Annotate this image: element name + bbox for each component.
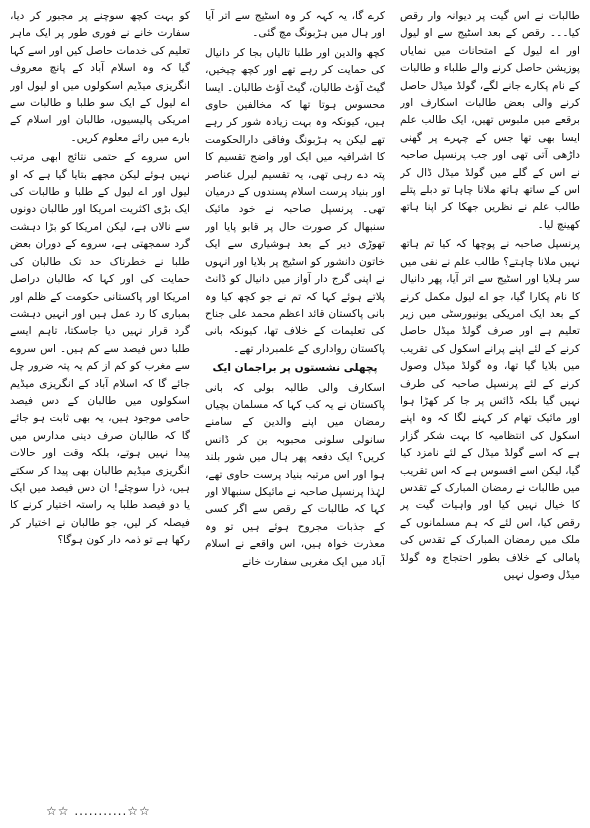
paragraph: کچھ والدین اور طلبا تالیاں بجا کر دانیال کی حمایت کر رہے تھے اور کچھ چیخیں، گیٹ آؤٹ طالبان، گیٹ آؤٹ طالبان۔ ایسا محسوس ہوتا تھا کہ مخالفین حاوی ہیں، کیونکہ وہ بہت زیادہ شور کر رہے تھے لیکن یہ ہڑبونگ وفاقی دارالحکومت کا اشرافیہ میں ایک اور واضح تقسیم کا پتہ دے رہی تھی، یہ تقسیم لبرل عناصر اور بنیاد پرست اسلام پسندوں کے درمیان تھی۔ پرنسپل صاحبہ نے خود مائیک سنبھال کر صورت حال پر قابو پایا اور تھوڑی دیر کے بعد ہوشیاری سے ایک خاتون دانشور کو اسٹیج پر بلایا اور انہوں نے اپنی گرج دار آواز میں دانیال کو ڈانٹ پلاتے ہوئے کہا کہ تم نے جو کچھ کیا وہ بانی پاکستان قائد اعظم محمد علی جناح کی تعلیمات کے خلاف تھا، کیونکہ بانی پاکستان رواداری کے علمبردار تھے۔ [205,46,385,355]
paragraph: پرنسپل صاحبہ نے پوچھا کہ کیا تم ہاتھ نہیں ملانا چاہتے؟ طالب علم نے نفی میں سر ہلایا اور اسٹیج سے اتر آیا، پھر دانیال کا نام پکارا گیا، جو اے لیول مکمل کرنے کے بعد ایک امریکی یونیورسٹی میں زیر تعلیم ہے اور صرف گولڈ میڈل حاصل کرنے کے لئے اپنے پرانے اسکول کی تقریب میں بلایا گیا تھا، وہ گولڈ میڈل وصول کرنے کے لئے پرنسپل صاحبہ کی طرف نہیں گیا بلکہ ڈائس پر جا کر کھڑا ہوا اور مائیک تھام کر کہنے لگا کہ وہ اپنے اسکول کی انتظامیہ کا بہت شکر گزار ہے کہ اسے گولڈ میڈل کے لئے نامزد کیا گیا، لیکن اسے افسوس ہے کہ اس تقریب میں طالبات نے رمضان المبارک کے تقدس کا خیال نہیں کیا اور واہیات گیت پر رقص کیا، اس لئے کہ ہم مسلمانوں کے ملک میں رمضان المبارک کے تقدس کی پامالی کے خلاف بطور احتجاج وہ گولڈ میڈل وصول نہیں [400,238,580,581]
column-middle [205,8,385,808]
column-left [10,8,190,808]
column-right [400,8,580,808]
article-end-mark: ☆☆ ...........☆☆ [46,804,151,818]
paragraph: کرے گا، یہ کہہ کر وہ اسٹیج سے اتر آیا اور ہال میں ہڑبونگ مچ گئی۔ [205,10,385,40]
paragraph: اسکارف والی طالبہ بولی کہ بانی پاکستان نے یہ کب کہا کہ مسلمان بچیاں رمضان میں اپنے والدین کے سامنے سانولی سلونی محبوبہ بن کر ڈانس کریں؟ ایک دفعہ پھر ہال میں شور بلند ہوا اور اس مرتبہ بنیاد پرست حاوی تھے، لہٰذا پرنسپل صاحبہ نے مائیکل سنبھالا اور کہا کہ طالبات کے رقص سے اگر کسی کے جذبات مجروح ہوئے ہیں تو وہ معذرت خواہ ہیں، اس واقعے نے اسلام آباد میں ایک مغربی سفارت خانے [205,381,385,568]
paragraph: طالبات نے اس گیت پر دیوانہ وار رقص کیا۔۔۔ رقص کے بعد اسٹیج سے او لیول اور اے لیول کے امتحانات میں نمایاں پوزیشن حاصل کرنے والے طلباء و طالبات کے نام پکارے جانے لگے، گولڈ میڈل حاصل کرنے والی بعض طالبات اسکارف اور برقعے میں ملبوس تھیں، ایک طالب علم ایسا بھی تھا جس کے چہرے پر گھنی داڑھی آتی تھی اور جب پرنسپل صاحبہ نے اس کے گلے میں گولڈ میڈل ڈال کر اس کے ساتھ ہاتھ ملانا چاہا تو دبلے پتلے طالب علم نے نظریں جھکا کر اپنا ہاتھ کھینچ لیا۔ [400,10,580,231]
paragraph: اس سروے کے حتمی نتائج ابھی مرتب نہیں ہوئے لیکن مجھے بتایا گیا ہے کہ او لیول اور اے لیول کے طلبا و طالبات کی ایک بڑی اکثریت امریکا اور طالبان دونوں سے نالاں ہے، لیکن امریکا کو بڑا دہشت گرد سمجھتی ہے، سروے کے دوران بعض طلبا نے خطرناک حد تک طالبان کی حمایت کی اور کہا کہ طالبان دراصل امریکا اور پاکستانی حکومت کے ظلم اور بمباری کا رد عمل ہیں اور انہیں دہشت گرد قرار نہیں دیا جاسکتا، تاہم ایسے طلبا دس فیصد سے کم ہیں۔ اس سروے سے مغرب کو کم از کم یہ پتہ ضرور چل جائے گا کہ اسلام آباد کے انگریزی میڈیم اسکولوں میں طالبان کے دس فیصد حامی موجود ہیں، یہ بھی ثابت ہو جائے گا کہ طالبان صرف دینی مدارس میں پیدا نہیں ہوتے، بلکہ وقت اور حالات انگریزی میڈیم طالبان بھی پیدا کر سکتے ہیں، ذرا سوچئے! ان دس فیصد میں ایک یا دو فیصد طلبا یہ راستہ اختیار کرنے کا فیصلہ کر لیں، جو طالبان نے اختیار کر رکھا ہے تو ذمہ دار کون ہوگا؟ [10,151,190,547]
section-subhead: پچھلی نشستوں پر براجمان ایک [212,362,378,375]
paragraph: کو بہت کچھ سوچنے پر مجبور کر دیا، سفارت خانے نے فوری طور پر ایک ماہر تعلیم کی خدمات حاصل کیں اور اسے کہا گیا کہ وہ اسلام آباد کے پانچ معروف انگریزی میڈیم اسکولوں میں او لیول اور اے لیول کے ایک سو طلبا و طالبات سے امریکی پالیسیوں، طالبان اور اسلام کے بارے میں رائے معلوم کریں۔ [10,10,190,144]
article-columns [10,8,580,808]
